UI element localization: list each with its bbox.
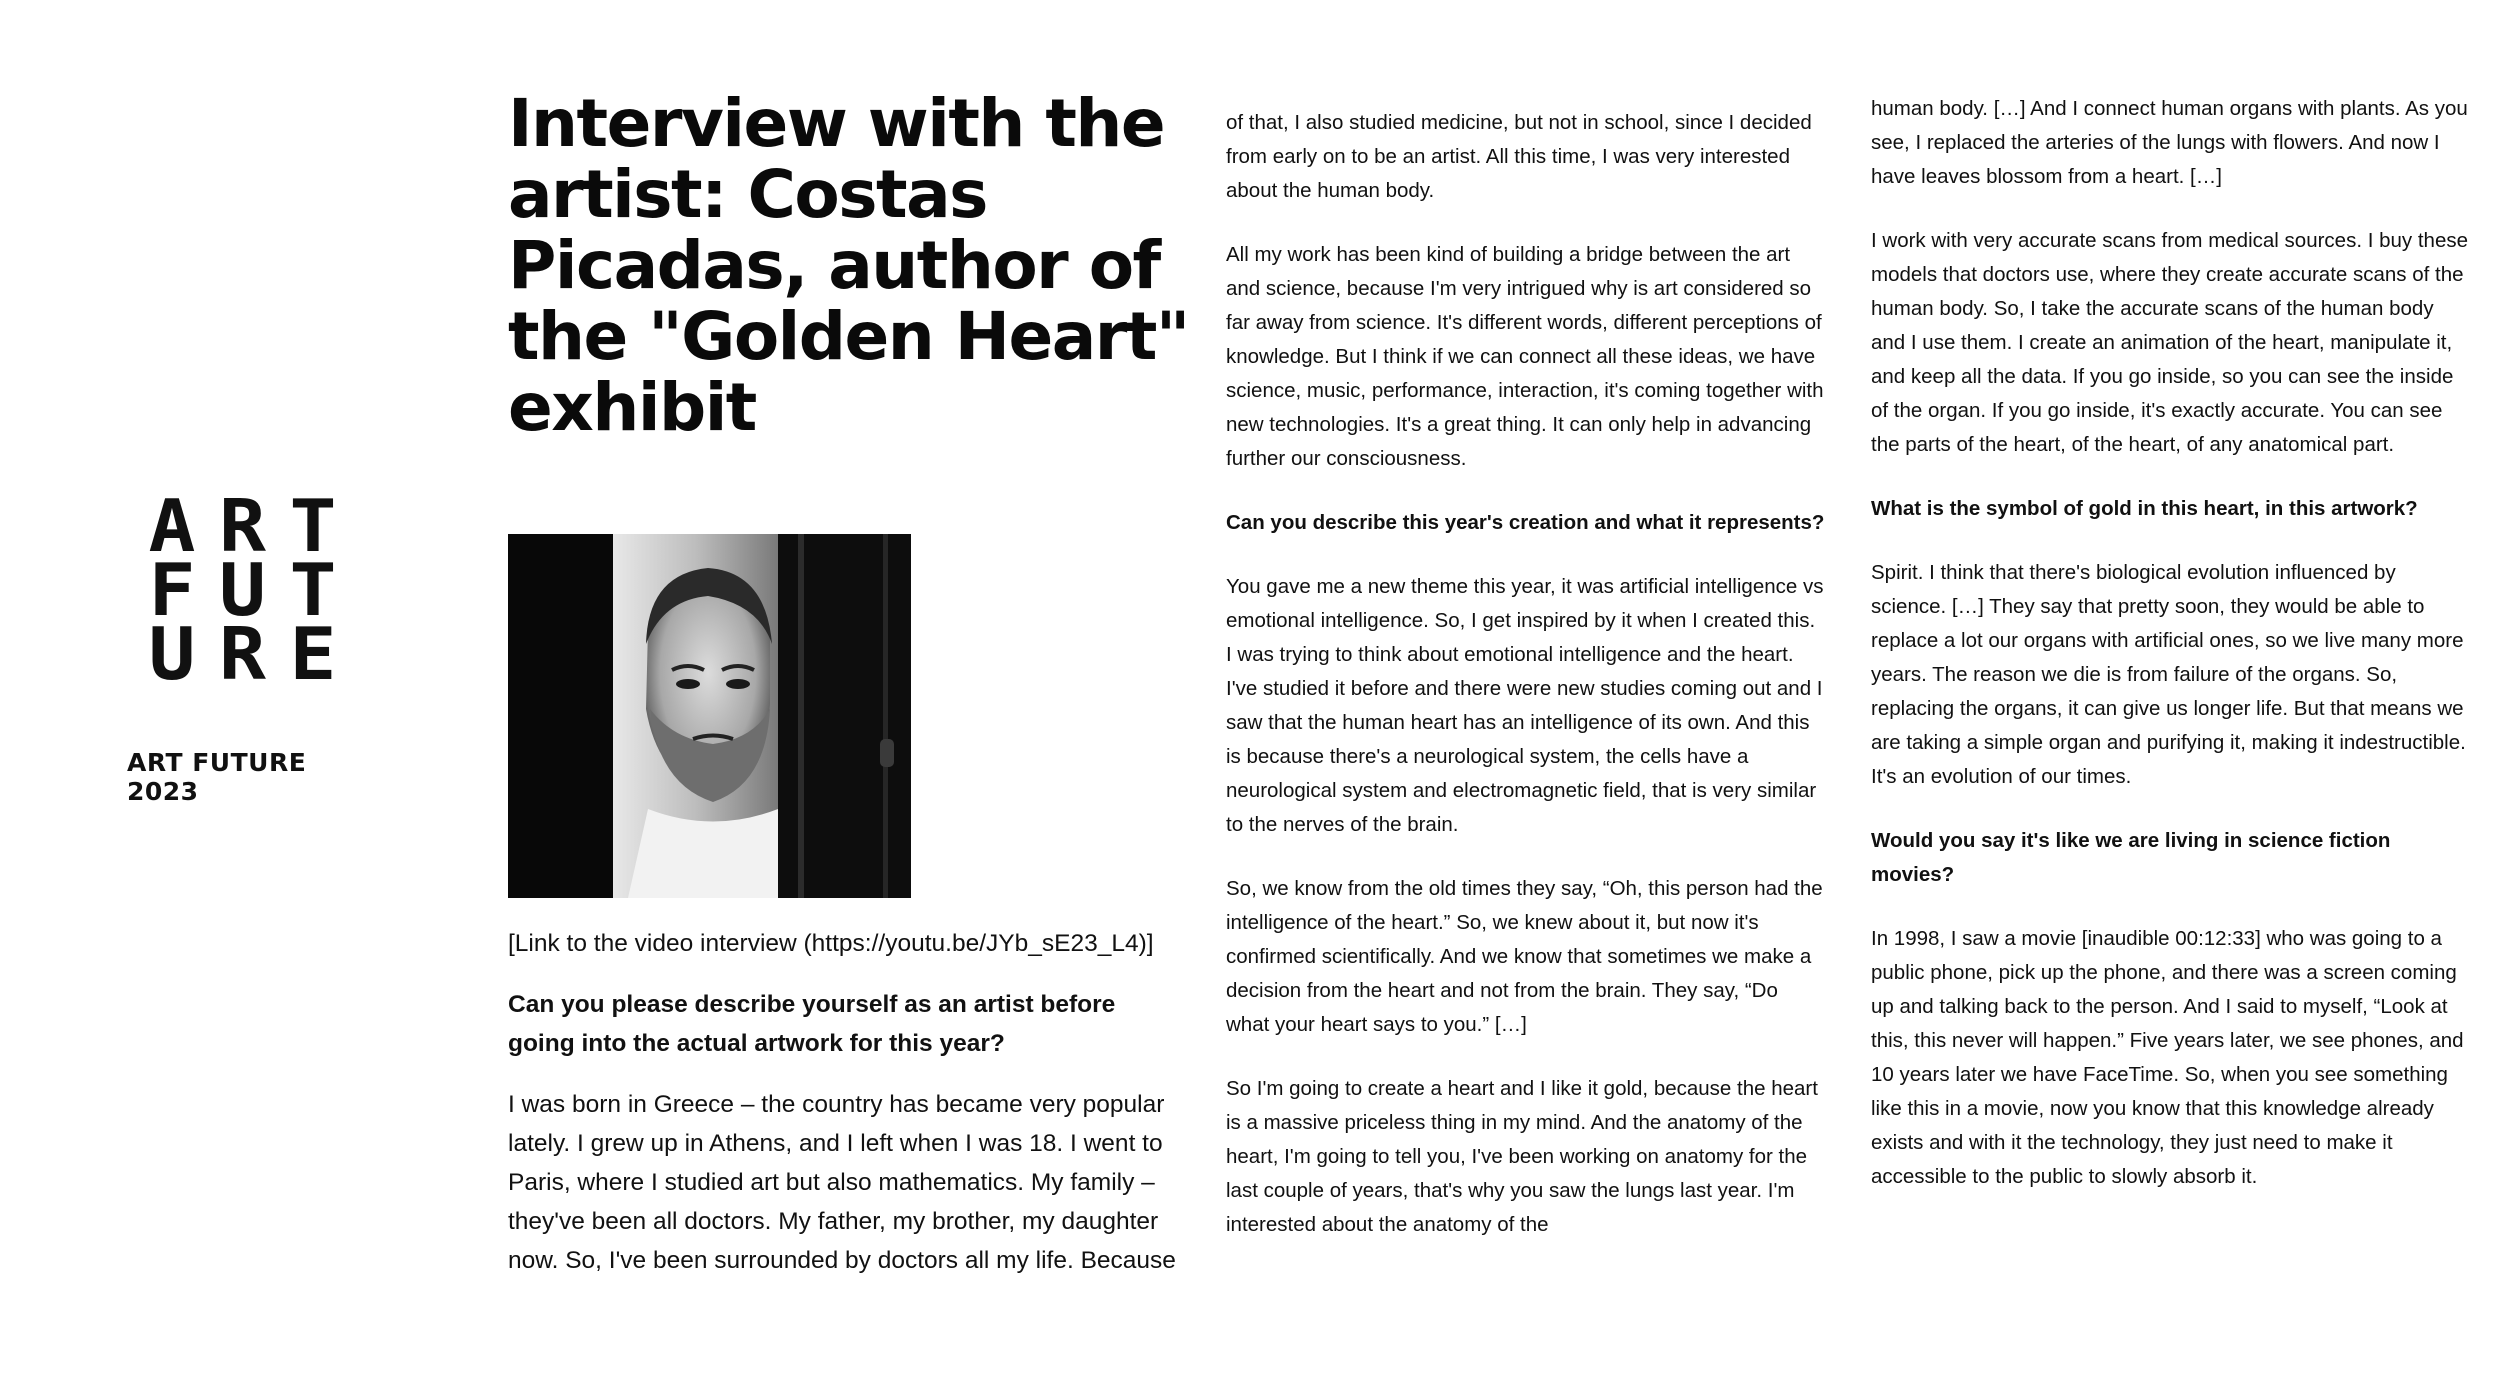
interview-answer: human body. […] And I connect human organs with plants. As you see, I replaced the arteries of the lungs with flowers. And now I have leaves blossom from a heart. […] <box>1871 97 2468 188</box>
logo-letter: U <box>219 549 266 633</box>
interview-answer: You gave me a new theme this year, it was artificial intelligence vs emotional intelligence. So, I get inspired by it when I created this. I was trying to think about emotional intelligence and the heart. I've studied it before and there were new studies coming out and I saw that the human heart has an intelligence of its own. And this is because there's a neurological system, the cells have a neurological system and electromagnetic field, that is very similar to the nerves of the brain. <box>1226 575 1824 836</box>
logo-letter: T <box>289 549 337 633</box>
logo-letter: A <box>148 485 196 569</box>
column-3-body <box>1871 92 2471 1224</box>
interview-question: Can you please describe yourself as an artist before going into the actual artwork for this year? <box>508 991 1116 1057</box>
artist-portrait-photo <box>508 534 911 898</box>
page-title: Interview with the artist: Costas Picadas, author of the "Golden Heart" exhibit <box>508 85 1189 446</box>
logo-letter: R <box>219 485 266 569</box>
logo-row <box>140 613 345 697</box>
column-2-body <box>1226 106 1826 1272</box>
interview-answer: So I'm going to create a heart and I like it gold, because the heart is a massive priceless thing in my mind. And the anatomy of the heart, I'm going to tell you, I've been working on anatomy for the last couple of years, that's why you saw the lungs last year. I'm interested about the anatomy of the <box>1226 1077 1818 1236</box>
interview-answer: I work with very accurate scans from medical sources. I buy these models that doctors use, where they create accurate scans of the human body. So, I take the accurate scans of the human body and I use them. I create an animation of the heart, manipulate it, and keep all the data. If you go inside, so you can see the inside of the organ. If you go inside, it's exactly accurate. You can see the parts of the heart, of the heart, of any anatomical part. <box>1871 229 2469 456</box>
column-1-body <box>508 924 1188 1302</box>
interview-answer: All my work has been kind of building a bridge between the art and science, because I'm very intrigued why is art considered so far away from science. It's different words, different perceptions of knowledge. But I think if we can connect all these ideas, we have science, music, performance, interaction, it's coming together with new technologies. It's a great thing. It can only help in advancing further our consciousness. <box>1226 243 1824 470</box>
logo-letter: R <box>219 613 266 697</box>
interview-answer: In 1998, I saw a movie [inaudible 00:12:33] who was going to a public phone, pick up the phone, and there was a screen coming up and talking back to the person. And I said to myself, “Look at this, this never will happen.” Five years later, we see phones, and 10 years later we have FaceTime. So, when you see something like this in a movie, now you know that this knowledge already exists and with it the technology, they just need to make it accessible to the public to slowly absorb it. <box>1871 927 2464 1188</box>
logo-letter: F <box>148 549 196 633</box>
brand-caption: ART FUTURE 2023 <box>127 748 307 806</box>
logo-letter: E <box>289 613 337 697</box>
interview-answer: So, we know from the old times they say, “Oh, this person had the intelligence of the heart.” So, we knew about it, but now it's confirmed scientifically. And we know that sometimes we make a decision from the heart and not from the brain. They say, “Do what your heart says to you.” […] <box>1226 877 1823 1036</box>
interview-answer: I was born in Greece – the country has became very popular lately. I grew up in Athens, and I left when I was 18. I went to Paris, where I studied art but also mathematics. My family – they've been all doctors. My father, my brother, my daughter now. So, I've been surrounded by doctors all my life. Because <box>508 1091 1176 1274</box>
interview-question: Can you describe this year's creation and what it represents? <box>1226 511 1825 534</box>
interview-question: What is the symbol of gold in this heart, in this artwork? <box>1871 497 2418 520</box>
logo-letter: T <box>289 485 337 569</box>
art-future-logo <box>140 485 345 697</box>
interview-answer: of that, I also studied medicine, but not in school, since I decided from early on to be an artist. All this time, I was very interested about the human body. <box>1226 111 1812 202</box>
video-interview-link[interactable]: [Link to the video interview (https://youtu.be/JYb_sE23_L4)] <box>508 930 1154 957</box>
interview-question: Would you say it's like we are living in science fiction movies? <box>1871 829 2391 886</box>
interview-answer: Spirit. I think that there's biological evolution influenced by science. […] They say that pretty soon, they would be able to replace a lot our organs with artificial ones, so we live many more years. The reason we die is from failure of the organs. So, replacing the organs, it can give us longer life. But that means we are taking a simple organ and purifying it, making it indestructible. It's an evolution of our times. <box>1871 561 2466 788</box>
column-1-header <box>508 85 1208 446</box>
portrait-illustration <box>508 534 911 898</box>
logo-letter: U <box>148 613 196 697</box>
